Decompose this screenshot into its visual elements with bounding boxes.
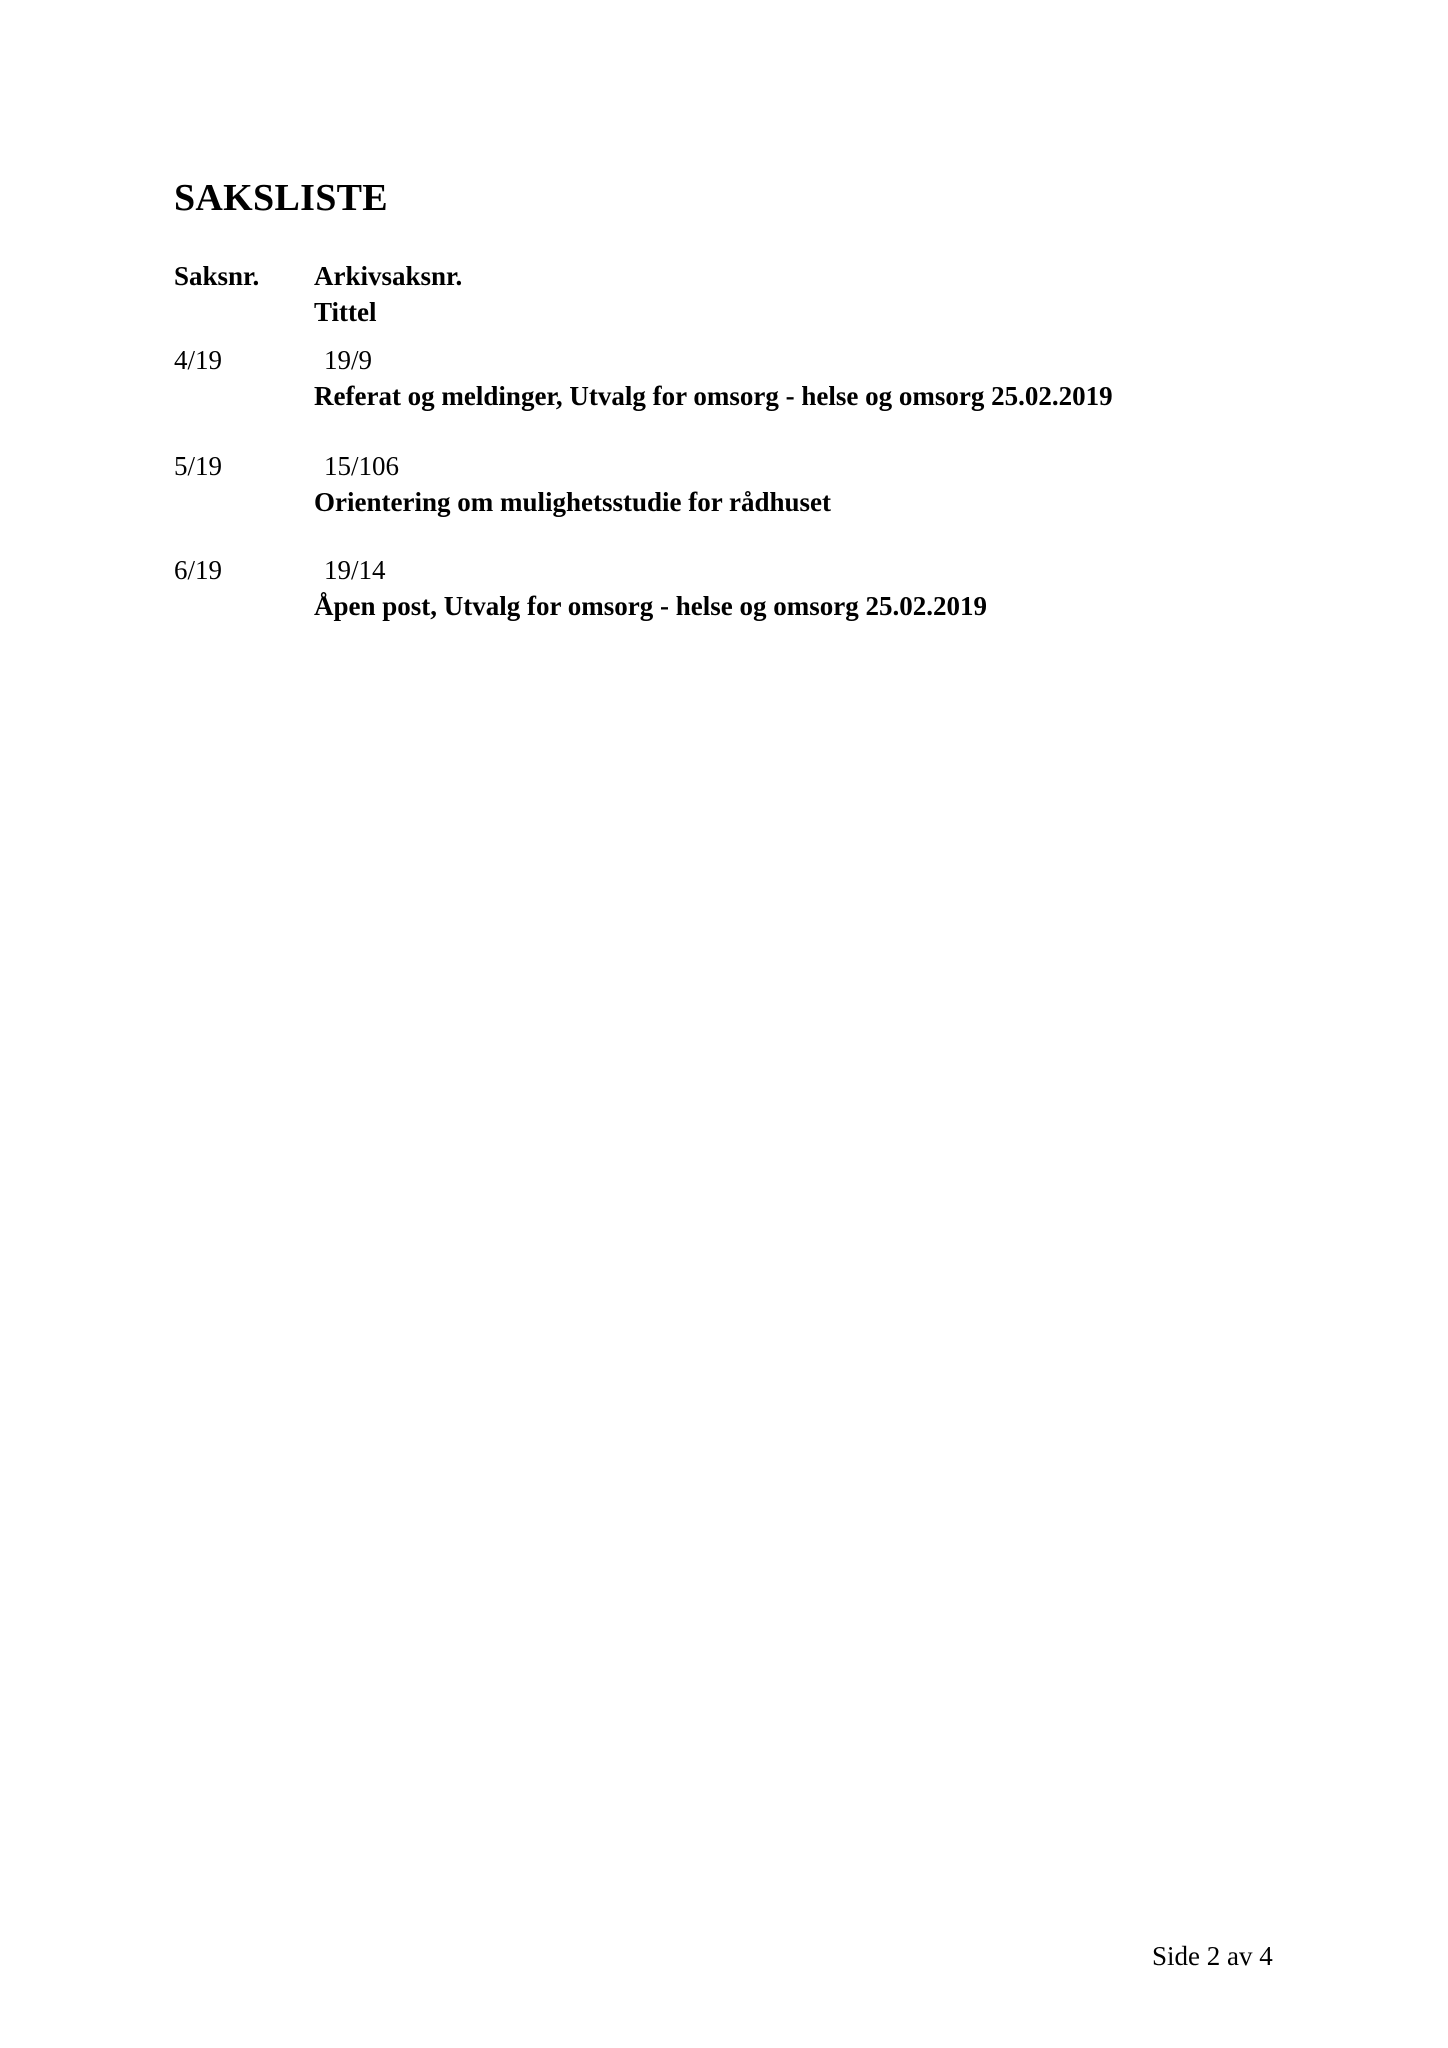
item-saksnr: 5/19 bbox=[174, 451, 223, 481]
header-tittel: Tittel bbox=[314, 297, 377, 327]
item-arkivsaksnr: 19/9 bbox=[324, 345, 373, 375]
item-title: Orientering om mulighetsstudie for rådhuset bbox=[314, 487, 831, 517]
item-saksnr: 6/19 bbox=[174, 555, 223, 585]
item-arkivsaksnr: 15/106 bbox=[324, 451, 400, 481]
item-title: Åpen post, Utvalg for omsorg - helse og omsorg 25.02.2019 bbox=[314, 591, 987, 621]
item-saksnr: 4/19 bbox=[174, 345, 223, 375]
header-saksnr: Saksnr. bbox=[174, 261, 260, 291]
item-arkivsaksnr: 19/14 bbox=[324, 555, 386, 585]
item-title: Referat og meldinger, Utvalg for omsorg - helse og omsorg 25.02.2019 bbox=[314, 381, 1113, 411]
header-arkivsaksnr: Arkivsaksnr. bbox=[314, 261, 463, 291]
page-number: Side 2 av 4 bbox=[1152, 1941, 1273, 1971]
page-title: SAKSLISTE bbox=[174, 177, 388, 219]
